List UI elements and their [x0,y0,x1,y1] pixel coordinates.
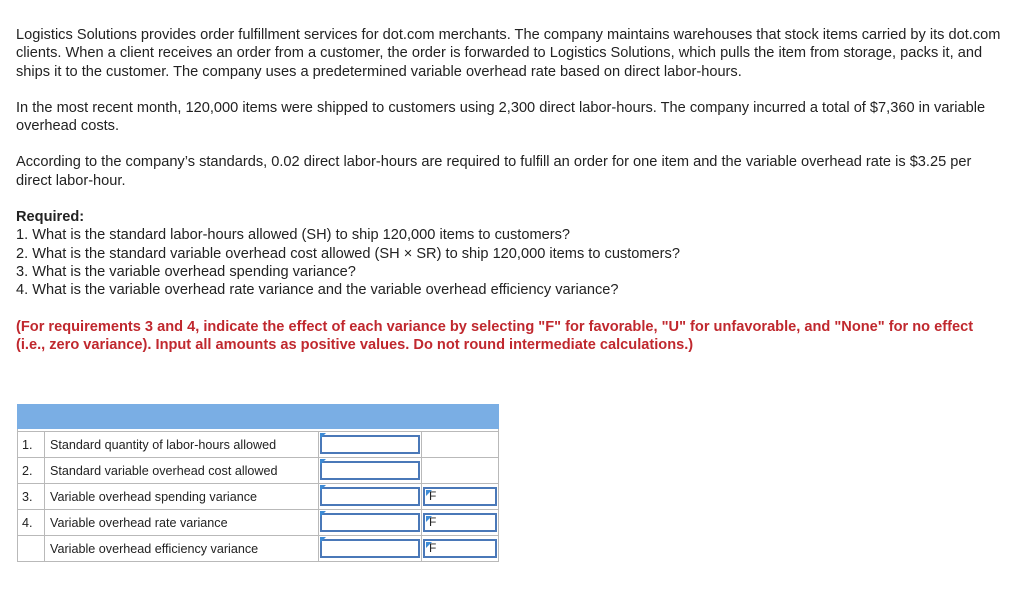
table-row [18,510,499,536]
rate-variance-input[interactable] [320,513,420,532]
effect-value: F [429,489,437,503]
required-item-3: 3. What is the variable overhead spending variance? [16,263,356,280]
input-marker-icon [320,537,326,543]
problem-content [16,26,1006,354]
required-list [16,226,1006,299]
table-row [18,458,499,484]
row-label: Variable overhead rate variance [45,510,319,536]
required-item-2: 2. What is the standard variable overhead cost allowed (SH × SR) to ship 120,000 items to customers? [16,245,680,262]
required-item-1: 1. What is the standard labor-hours allowed (SH) to ship 120,000 items to customers? [16,227,571,244]
spending-variance-effect-select[interactable] [423,487,497,506]
table-row [18,536,499,562]
rate-variance-effect-select[interactable] [423,513,497,532]
required-heading: Required: [16,209,85,226]
select-marker-icon [426,490,432,496]
row-label: Standard variable overhead cost allowed [45,458,319,484]
row-number: 3. [18,484,45,510]
intro-paragraph-2: In the most recent month, 120,000 items were shipped to customers using 2,300 direct labor-hours. The company incurred a total of $7,360 in variable overhead costs. [16,99,986,135]
input-marker-icon [320,459,326,465]
effect-value: F [429,515,437,529]
effect-value: F [429,541,437,555]
efficiency-variance-input[interactable] [320,539,420,558]
required-item-4: 4. What is the variable overhead rate variance and the variable overhead efficiency variance? [16,282,619,299]
table-row [18,484,499,510]
instructions-note: (For requirements 3 and 4, indicate the effect of each variance by selecting "F" for favorable, "U" for unfavorable, and "None" for no effect (i.e., zero variance). Input all amounts as positive values. Do not round intermediate calculations.) [16,318,974,353]
row-label: Standard quantity of labor-hours allowed [45,432,319,458]
input-marker-icon [320,433,326,439]
table-header-row [18,405,499,429]
standard-hours-input[interactable] [320,435,420,454]
input-marker-icon [320,511,326,517]
select-marker-icon [426,542,432,548]
intro-paragraph-3: According to the company’s standards, 0.02 direct labor-hours are required to fulfill an order for one item and the variable overhead rate is $3.25 per direct labor-hour. [16,154,972,189]
row-number: 1. [18,432,45,458]
row-number [18,536,45,562]
row-number: 4. [18,510,45,536]
standard-cost-input[interactable] [320,461,420,480]
efficiency-variance-effect-select[interactable] [423,539,497,558]
row-label: Variable overhead efficiency variance [45,536,319,562]
spending-variance-input[interactable] [320,487,420,506]
input-marker-icon [320,485,326,491]
select-marker-icon [426,516,432,522]
table-row [18,432,499,458]
row-number: 2. [18,458,45,484]
answer-table [17,404,499,562]
row-label: Variable overhead spending variance [45,484,319,510]
intro-paragraph-1: Logistics Solutions provides order fulfillment services for dot.com merchants. The company maintains warehouses that stock items carried by its dot.com clients. When a client receives an order from a customer, the order is forwarded to Logistics Solutions, which pulls the item from storage, packs it, and ships it to the customer. The company uses a predetermined variable overhead rate based on direct labor-hours. [16,27,1001,80]
